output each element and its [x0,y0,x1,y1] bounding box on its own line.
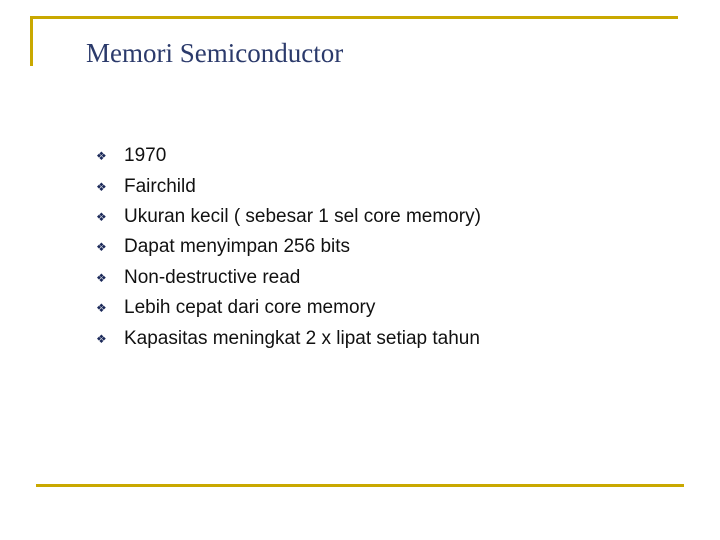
bullet-text: Kapasitas meningkat 2 x lipat setiap tahun [124,327,480,349]
bullet-text: 1970 [124,145,167,167]
list-item [96,141,481,171]
list-item [96,202,481,232]
bottom-border-line [36,484,684,487]
diamond-bullet-icon: ❖ [96,331,107,346]
list-item [96,232,481,262]
bullet-text: Fairchild [124,175,196,197]
list-item [96,263,481,293]
slide-title: Memori Semiconductor [86,38,344,68]
bullet-text: Ukuran kecil ( sebesar 1 sel core memory) [124,205,481,227]
bullet-list [96,141,481,354]
list-item [96,293,481,323]
bullet-text: Non-destructive read [124,266,301,288]
bullet-text: Lebih cepat dari core memory [124,297,376,319]
top-border-line [30,16,678,19]
diamond-bullet-icon: ❖ [96,301,107,316]
diamond-bullet-icon: ❖ [96,270,107,285]
diamond-bullet-icon: ❖ [96,209,107,224]
bullet-text: Dapat menyimpan 256 bits [124,236,351,258]
diamond-bullet-icon: ❖ [96,149,107,164]
list-item [96,323,481,353]
diamond-bullet-icon: ❖ [96,179,107,194]
left-border-line [30,16,33,66]
diamond-bullet-icon: ❖ [96,240,107,255]
list-item [96,171,481,201]
